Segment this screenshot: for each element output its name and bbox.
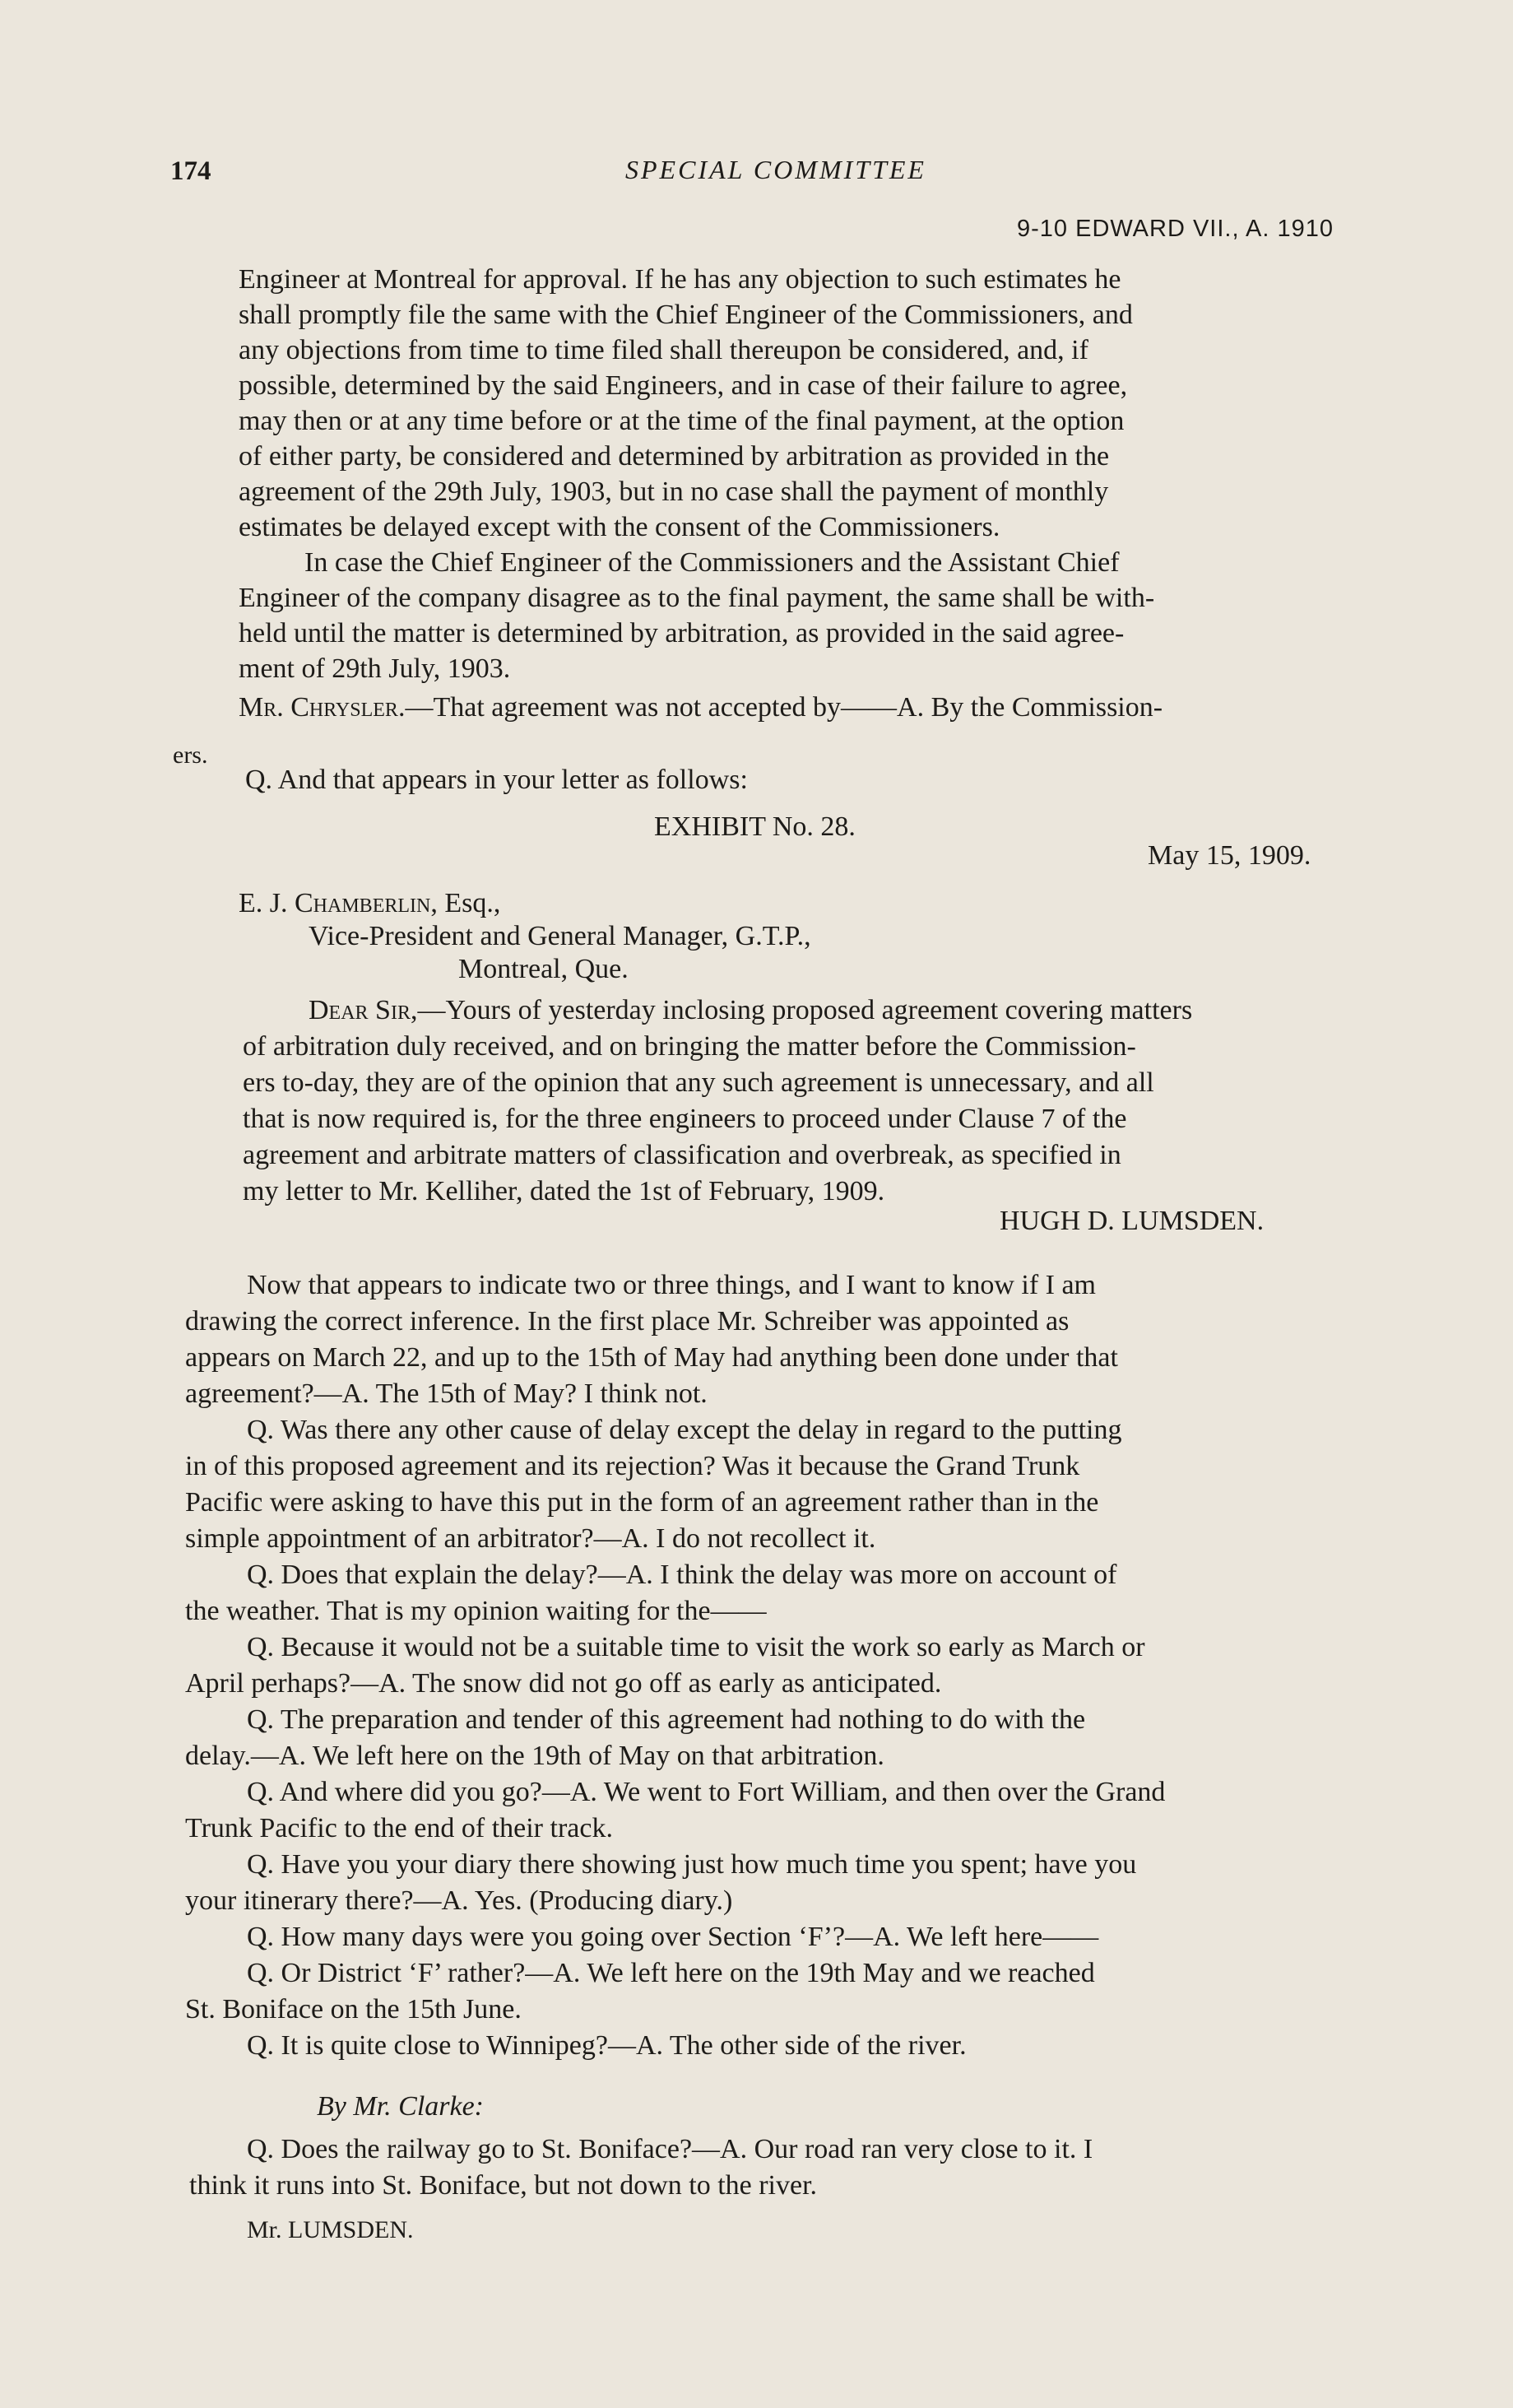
edition-label: 9-10 EDWARD VII., A. 1910 — [1017, 216, 1334, 242]
testimony-line: Q. Was there any other cause of delay except the delay in regard to the putting — [247, 1415, 1122, 1445]
testimony-line: appears on March 22, and up to the 15th of May had anything been done under that — [185, 1342, 1118, 1373]
examiner-heading: By Mr. Clarke: — [317, 2091, 485, 2122]
question-line: Q. And that appears in your letter as follows: — [245, 765, 748, 795]
testimony-line: Q. Because it would not be a suitable time to visit the work so early as March or — [247, 1632, 1145, 1662]
body-line: any objections from time to time filed shall thereupon be considered, and, if — [239, 335, 1088, 365]
letter-line: of arbitration duly received, and on bringing the matter before the Commission- — [243, 1031, 1136, 1062]
body-line: agreement of the 29th July, 1903, but in no case shall the payment of monthly — [239, 476, 1109, 507]
testimony-line: Q. It is quite close to Winnipeg?—A. The other side of the river. — [247, 2030, 967, 2061]
testimony-line: Now that appears to indicate two or three things, and I want to know if I am — [247, 1270, 1097, 1300]
testimony-line: Q. Have you your diary there showing just how much time you spent; have you — [247, 1849, 1137, 1880]
testimony-line: drawing the correct inference. In the first place Mr. Schreiber was appointed as — [185, 1306, 1070, 1336]
testimony-line: simple appointment of an arbitrator?—A. I do not recollect it. — [185, 1523, 876, 1554]
body-line: shall promptly file the same with the Chief Engineer of the Commissioners, and — [239, 300, 1133, 330]
letter-line: ers to-day, they are of the opinion that any such agreement is unnecessary, and all — [243, 1067, 1154, 1098]
addressee-name — [239, 887, 500, 920]
testimony-line: delay.—A. We left here on the 19th of May on that arbitration. — [185, 1741, 884, 1771]
testimony-line: St. Boniface on the 15th June. — [185, 1994, 522, 2024]
testimony-line: in of this proposed agreement and its rejection? Was it because the Grand Trunk — [185, 1451, 1080, 1481]
body-line: held until the matter is determined by arbitration, as provided in the said agree- — [239, 618, 1125, 648]
body-line: ment of 29th July, 1903. — [239, 653, 511, 684]
salutation: Dear Sir, — [309, 995, 418, 1025]
testimony-line: Q. Or District ‘F’ rather?—A. We left here on the 19th May and we reached — [247, 1958, 1095, 1988]
testimony-line: Trunk Pacific to the end of their track. — [185, 1813, 613, 1843]
addressee-title: Vice-President and General Manager, G.T.P., — [309, 921, 811, 951]
letter-date: May 15, 1909. — [1148, 840, 1311, 871]
letter-line — [309, 994, 1192, 1027]
speaker-text: —That agreement was not accepted by——A. By the Commission- — [405, 692, 1163, 723]
chrysler-line — [239, 691, 1163, 724]
testimony-line: Q. The preparation and tender of this agreement had nothing to do with the — [247, 1704, 1086, 1735]
testimony-line: the weather. That is my opinion waiting for the—— — [185, 1596, 767, 1626]
testimony-line: Q. And where did you go?—A. We went to Fort William, and then over the Grand — [247, 1777, 1166, 1807]
testimony-line: your itinerary there?—A. Yes. (Producing diary.) — [185, 1885, 733, 1916]
speaker-label: Mr. LUMSDEN. — [247, 2216, 414, 2243]
addressee-suffix: , Esq., — [430, 888, 501, 918]
addressee-city: Montreal, Que. — [458, 954, 629, 984]
body-line: Engineer of the company disagree as to the final payment, the same shall be with- — [239, 583, 1155, 613]
testimony-line: think it runs into St. Boniface, but not down to the river. — [189, 2170, 818, 2201]
testimony-line: Pacific were asking to have this put in the form of an agreement rather than in the — [185, 1487, 1099, 1518]
body-line: Engineer at Montreal for approval. If he has any objection to such estimates he — [239, 264, 1121, 295]
testimony-line: Q. Does that explain the delay?—A. I think the delay was more on account of — [247, 1560, 1117, 1590]
body-line: In case the Chief Engineer of the Commissioners and the Assistant Chief — [304, 547, 1120, 578]
testimony-line: Q. How many days were you going over Section ‘F’?—A. We left here—— — [247, 1922, 1099, 1952]
body-line: possible, determined by the said Engineers, and in case of their failure to agree, — [239, 370, 1128, 401]
testimony-line: agreement?—A. The 15th of May? I think not. — [185, 1378, 708, 1409]
body-line: may then or at any time before or at the time of the final payment, at the option — [239, 406, 1125, 436]
running-title: SPECIAL COMMITTEE — [625, 155, 926, 184]
body-line: of either party, be considered and determined by arbitration as provided in the — [239, 441, 1110, 472]
body-line: estimates be delayed except with the consent of the Commissioners. — [239, 512, 1000, 542]
exhibit-title: EXHIBIT No. 28. — [654, 811, 856, 842]
page-number: 174 — [170, 156, 211, 186]
letter-line: my letter to Mr. Kelliher, dated the 1st of February, 1909. — [243, 1176, 885, 1206]
testimony-line: Q. Does the railway go to St. Boniface?—A. Our road ran very close to it. I — [247, 2134, 1093, 2164]
testimony-line: April perhaps?—A. The snow did not go off as early as anticipated. — [185, 1668, 942, 1699]
chrysler-continuation: ers. — [173, 741, 208, 769]
letter-line: that is now required is, for the three engineers to proceed under Clause 7 of the — [243, 1104, 1127, 1134]
speaker-name: Mr. Chrysler. — [239, 692, 406, 723]
letter-line: agreement and arbitrate matters of classification and overbreak, as specified in — [243, 1140, 1121, 1170]
letter-line-text: —Yours of yesterday inclosing proposed agreement covering matters — [417, 995, 1193, 1025]
addressee-name-text: E. J. Chamberlin — [239, 888, 431, 918]
letter-signature: HUGH D. LUMSDEN. — [1000, 1206, 1265, 1236]
